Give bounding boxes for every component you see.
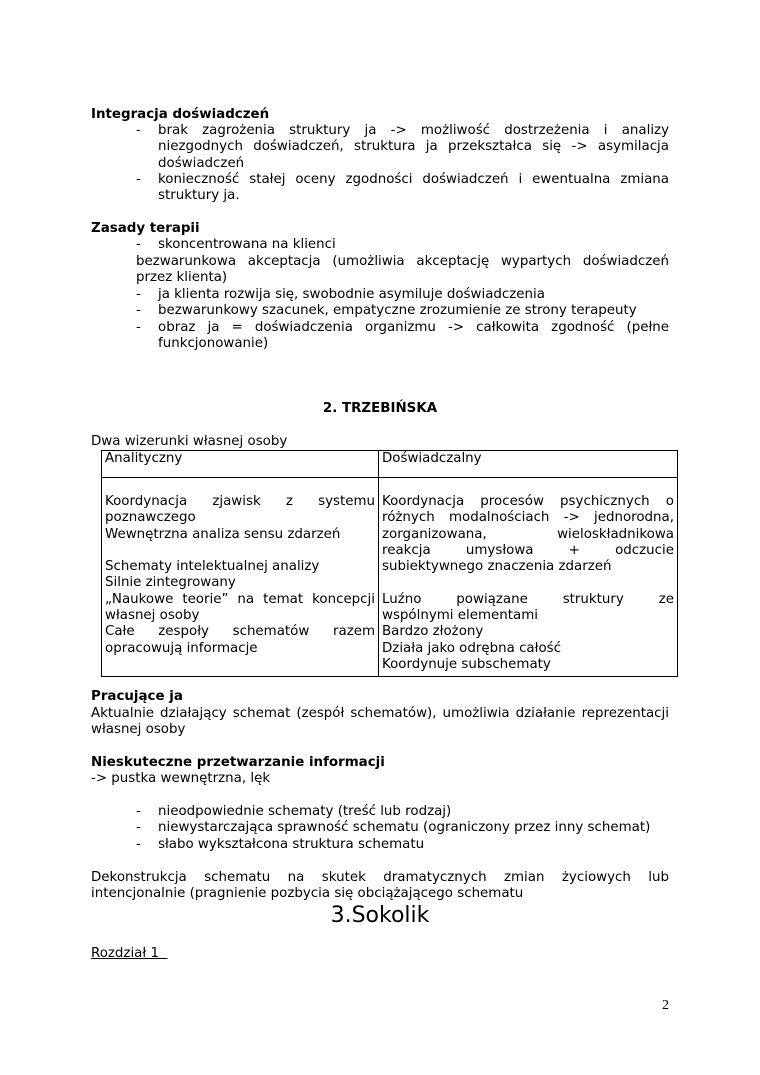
- cell-line: Wewnętrzna analiza sensu zdarzeń: [105, 526, 341, 542]
- section-title-sokolik: 3.Sokolik: [330, 903, 430, 928]
- page-number: 2: [662, 998, 669, 1013]
- list-item: [136, 171, 669, 205]
- dash-marker: -: [136, 804, 141, 819]
- cell-line: Bardzo złożony: [382, 624, 484, 640]
- list-item: [136, 123, 669, 172]
- dash-marker: -: [136, 820, 141, 836]
- dash-marker: -: [136, 319, 141, 335]
- list-item-text: ja klienta rozwija się, swobodnie asymiluje doświadczenia: [158, 287, 545, 302]
- dash-marker: -: [136, 287, 141, 302]
- list-zasady: [136, 237, 669, 253]
- cell-line: własnej osoby: [105, 608, 200, 624]
- list-item-text: obraz ja = doświadczenia organizmu -> całkowita zgodność (pełne funkcjonowanie): [158, 319, 669, 351]
- list-item: [136, 804, 669, 820]
- table-cell-doswiadczalny: [379, 478, 678, 677]
- table-cell-analityczny: [102, 478, 379, 677]
- cell-line: wspólnymi elementami: [382, 608, 538, 624]
- list-nieskuteczne: [136, 804, 669, 853]
- heading-pracujace-ja: Pracujące ja: [91, 689, 183, 704]
- dash-marker: -: [136, 171, 141, 187]
- list-item-text: niewystarczająca sprawność schematu (ograniczony przez inny schemat): [158, 820, 651, 836]
- cell-line: poznawczego: [105, 510, 196, 526]
- comparison-table: [101, 450, 678, 677]
- list-item-text: bezwarunkowy szacunek, empatyczne zrozumienie ze strony terapeuty: [158, 303, 637, 319]
- cell-line: Silnie zintegrowany: [105, 575, 236, 591]
- dash-marker: -: [136, 123, 141, 138]
- dash-marker: -: [136, 303, 141, 319]
- chapter-heading: [91, 946, 167, 962]
- cell-line: opracowują informacje: [105, 640, 258, 656]
- cell-line: „Naukowe teorie” na temat koncepcji: [105, 591, 375, 607]
- cell-line: subiektywnego znaczenia zdarzeń: [382, 559, 612, 575]
- paragraph-pracujace-ja: Aktualnie działający schemat (zespół schematów), umożliwia działanie reprezentacji własnej osoby: [91, 706, 669, 738]
- list-item-text: niezgodnych doświadczeń, struktura ja przekształca się -> asymilacja doświadczeń: [158, 139, 669, 171]
- heading-zasady-terapii: Zasady terapii: [91, 221, 200, 236]
- list-integracja: [136, 123, 669, 204]
- table-header-cell: Doświadczalny: [379, 451, 678, 478]
- cell-line: zorganizowana, wieloskładnikowa: [382, 526, 674, 542]
- heading-nieskuteczne: Nieskuteczne przetwarzanie informacji: [91, 755, 385, 770]
- list-item: [136, 820, 669, 836]
- cell-line: Schematy intelektualnej analizy: [105, 559, 320, 575]
- dash-marker: -: [136, 237, 141, 252]
- cell-line: różnych modalnościach -> jednorodna,: [382, 510, 674, 526]
- list-item-text: brak zagrożenia struktury ja -> możliwość dostrzeżenia i analizy: [158, 123, 669, 138]
- cell-line: Koordynuje subschematy: [382, 656, 551, 672]
- cell-line: Całe zespoły schematów razem: [105, 624, 375, 640]
- list-item: [136, 287, 669, 303]
- paragraph-dekonstrukcja: Dekonstrukcja schematu na skutek dramatycznych zmian życiowych lub intencjonalnie (pragnienie pozbycia się obciążającego schematu: [91, 870, 669, 902]
- heading-integracja: Integracja doświadczeń: [91, 107, 270, 122]
- table-row: [102, 478, 678, 677]
- subline-pustka: -> pustka wewnętrzna, lęk: [91, 771, 271, 786]
- list-zasady-2: [136, 287, 669, 352]
- dash-marker: -: [136, 836, 141, 852]
- section-title-trzebinska: 2. TRZEBIŃSKA: [322, 401, 438, 416]
- paragraph-akceptacja: bezwarunkowa akceptacja (umożliwia akceptację wypartych doświadczeń przez klienta): [136, 254, 669, 286]
- cell-line: Działa jako odrębna całość: [382, 640, 561, 656]
- cell-line: Luźno powiązane struktury ze: [382, 591, 674, 607]
- list-item: [136, 836, 669, 853]
- table-header-row: [102, 451, 678, 478]
- chapter-link: Rozdział 1: [91, 946, 159, 961]
- cell-line: Koordynacja zjawisk z systemu: [105, 494, 375, 509]
- list-item-text: konieczność stałej oceny zgodności doświadczeń i ewentualna zmiana struktury ja.: [158, 171, 669, 204]
- list-item: [136, 237, 669, 253]
- list-item: [136, 319, 669, 353]
- table-caption: Dwa wizerunki własnej osoby: [91, 434, 288, 449]
- list-item-text: nieodpowiednie schematy (treść lub rodzaj): [158, 804, 452, 819]
- table-header-cell: Analityczny: [102, 451, 379, 478]
- list-item-text: słabo wykształcona struktura schematu: [158, 836, 425, 852]
- cell-line: Koordynacja procesów psychicznych o: [382, 494, 674, 509]
- cell-line: reakcja umysłowa + odczucie: [382, 542, 674, 558]
- list-item-text: skoncentrowana na klienci: [158, 237, 336, 252]
- list-item: [136, 303, 669, 319]
